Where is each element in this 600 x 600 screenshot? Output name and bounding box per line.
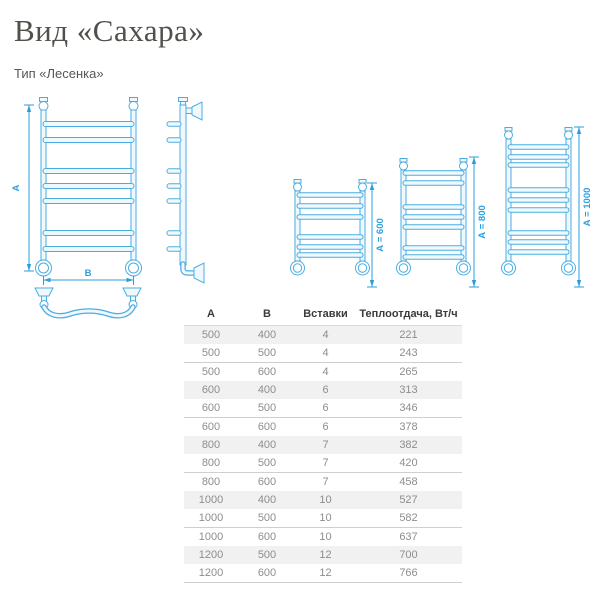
table-row bbox=[184, 454, 462, 473]
cell-inserts: 6 bbox=[296, 381, 355, 399]
dimension-800 bbox=[469, 157, 488, 287]
cell-a: 500 bbox=[201, 347, 221, 359]
cell-output: 420 bbox=[399, 457, 418, 469]
ladder-1000 bbox=[502, 128, 576, 276]
cell-b: 400 bbox=[238, 381, 296, 399]
cell-b: 500 bbox=[238, 546, 296, 564]
technical-drawing-1000 bbox=[494, 111, 600, 293]
table-row bbox=[184, 344, 462, 363]
cell-inserts: 4 bbox=[296, 326, 355, 345]
dimension-b-label: В bbox=[84, 268, 92, 279]
cell-inserts: 7 bbox=[296, 473, 355, 492]
cell-inserts: 10 bbox=[296, 491, 355, 509]
cell-b: 500 bbox=[257, 457, 277, 469]
table-row bbox=[184, 528, 462, 547]
cell-b: 600 bbox=[238, 418, 296, 437]
cell-output: 458 bbox=[355, 473, 462, 492]
top-view bbox=[35, 288, 141, 316]
cell-output: 378 bbox=[355, 418, 462, 437]
cell-output: 582 bbox=[399, 512, 418, 524]
cell-a: 800 bbox=[184, 436, 238, 454]
table-row bbox=[184, 509, 462, 528]
table-row bbox=[184, 326, 462, 345]
cell-inserts: 4 bbox=[322, 347, 329, 359]
cell-output: 346 bbox=[399, 402, 418, 414]
cell-inserts: 12 bbox=[296, 564, 355, 583]
page-subtitle: Тип «Лесенка» bbox=[14, 66, 104, 81]
side-view bbox=[167, 98, 204, 284]
technical-drawing-600 bbox=[284, 175, 396, 293]
cell-output: 221 bbox=[355, 326, 462, 345]
cell-output: 243 bbox=[399, 347, 418, 359]
cell-inserts: 7 bbox=[322, 457, 329, 469]
cell-a: 600 bbox=[184, 418, 238, 437]
col-header-b: В bbox=[238, 303, 296, 326]
front-view bbox=[36, 98, 142, 277]
cell-inserts: 12 bbox=[296, 546, 355, 564]
cell-b: 600 bbox=[238, 363, 296, 382]
technical-drawing-main bbox=[8, 92, 238, 338]
cell-inserts: 10 bbox=[319, 512, 332, 524]
dimension-1000-label: А = 1000 bbox=[582, 187, 593, 227]
cell-b: 600 bbox=[238, 473, 296, 492]
cell-a: 1200 bbox=[184, 564, 238, 583]
dimension-a bbox=[11, 105, 34, 271]
dimension-a-label: А bbox=[11, 184, 22, 192]
ladder-800 bbox=[397, 159, 471, 276]
table-row bbox=[184, 473, 462, 492]
dimension-1000 bbox=[574, 127, 593, 287]
cell-output: 637 bbox=[355, 528, 462, 547]
table-row bbox=[184, 363, 462, 382]
col-header-inserts: Вставки bbox=[296, 303, 355, 326]
cell-b: 500 bbox=[257, 402, 277, 414]
table-row bbox=[184, 381, 462, 399]
col-header-a: А bbox=[184, 303, 238, 326]
dimension-b bbox=[44, 268, 134, 285]
table-row bbox=[184, 399, 462, 418]
cell-output: 766 bbox=[355, 564, 462, 583]
cell-a: 1200 bbox=[184, 546, 238, 564]
cell-inserts: 4 bbox=[296, 363, 355, 382]
cell-b: 400 bbox=[238, 491, 296, 509]
ladder-600 bbox=[291, 180, 370, 276]
cell-b: 600 bbox=[238, 528, 296, 547]
cell-a: 800 bbox=[184, 473, 238, 492]
table-row bbox=[184, 418, 462, 437]
cell-b: 600 bbox=[238, 564, 296, 583]
spec-table bbox=[184, 303, 462, 583]
cell-output: 382 bbox=[355, 436, 462, 454]
cell-inserts: 6 bbox=[322, 402, 329, 414]
cell-b: 400 bbox=[238, 436, 296, 454]
cell-inserts: 10 bbox=[296, 528, 355, 547]
cell-inserts: 7 bbox=[296, 436, 355, 454]
dimension-600-label: А = 600 bbox=[375, 218, 386, 252]
col-header-output: Теплоотдача, Вт/ч bbox=[355, 303, 462, 326]
cell-a: 600 bbox=[201, 402, 221, 414]
table-row bbox=[184, 436, 462, 454]
cell-output: 313 bbox=[355, 381, 462, 399]
cell-a: 500 bbox=[184, 363, 238, 382]
table-row bbox=[184, 546, 462, 564]
cell-a: 1000 bbox=[198, 512, 224, 524]
table-row bbox=[184, 564, 462, 583]
table-row bbox=[184, 491, 462, 509]
table-header-row bbox=[184, 303, 462, 326]
dimension-600 bbox=[367, 183, 386, 287]
dimension-800-label: А = 800 bbox=[477, 205, 488, 239]
cell-a: 800 bbox=[201, 457, 221, 469]
cell-a: 1000 bbox=[184, 528, 238, 547]
cell-b: 500 bbox=[257, 347, 277, 359]
page-title: Вид «Сахара» bbox=[14, 13, 205, 48]
cell-output: 527 bbox=[355, 491, 462, 509]
cell-a: 500 bbox=[184, 326, 238, 345]
cell-output: 265 bbox=[355, 363, 462, 382]
technical-drawing-800 bbox=[389, 144, 501, 293]
table-body bbox=[184, 326, 462, 583]
cell-b: 400 bbox=[238, 326, 296, 345]
cell-b: 500 bbox=[257, 512, 277, 524]
cell-a: 600 bbox=[184, 381, 238, 399]
cell-a: 1000 bbox=[184, 491, 238, 509]
cell-output: 700 bbox=[355, 546, 462, 564]
cell-inserts: 6 bbox=[296, 418, 355, 437]
